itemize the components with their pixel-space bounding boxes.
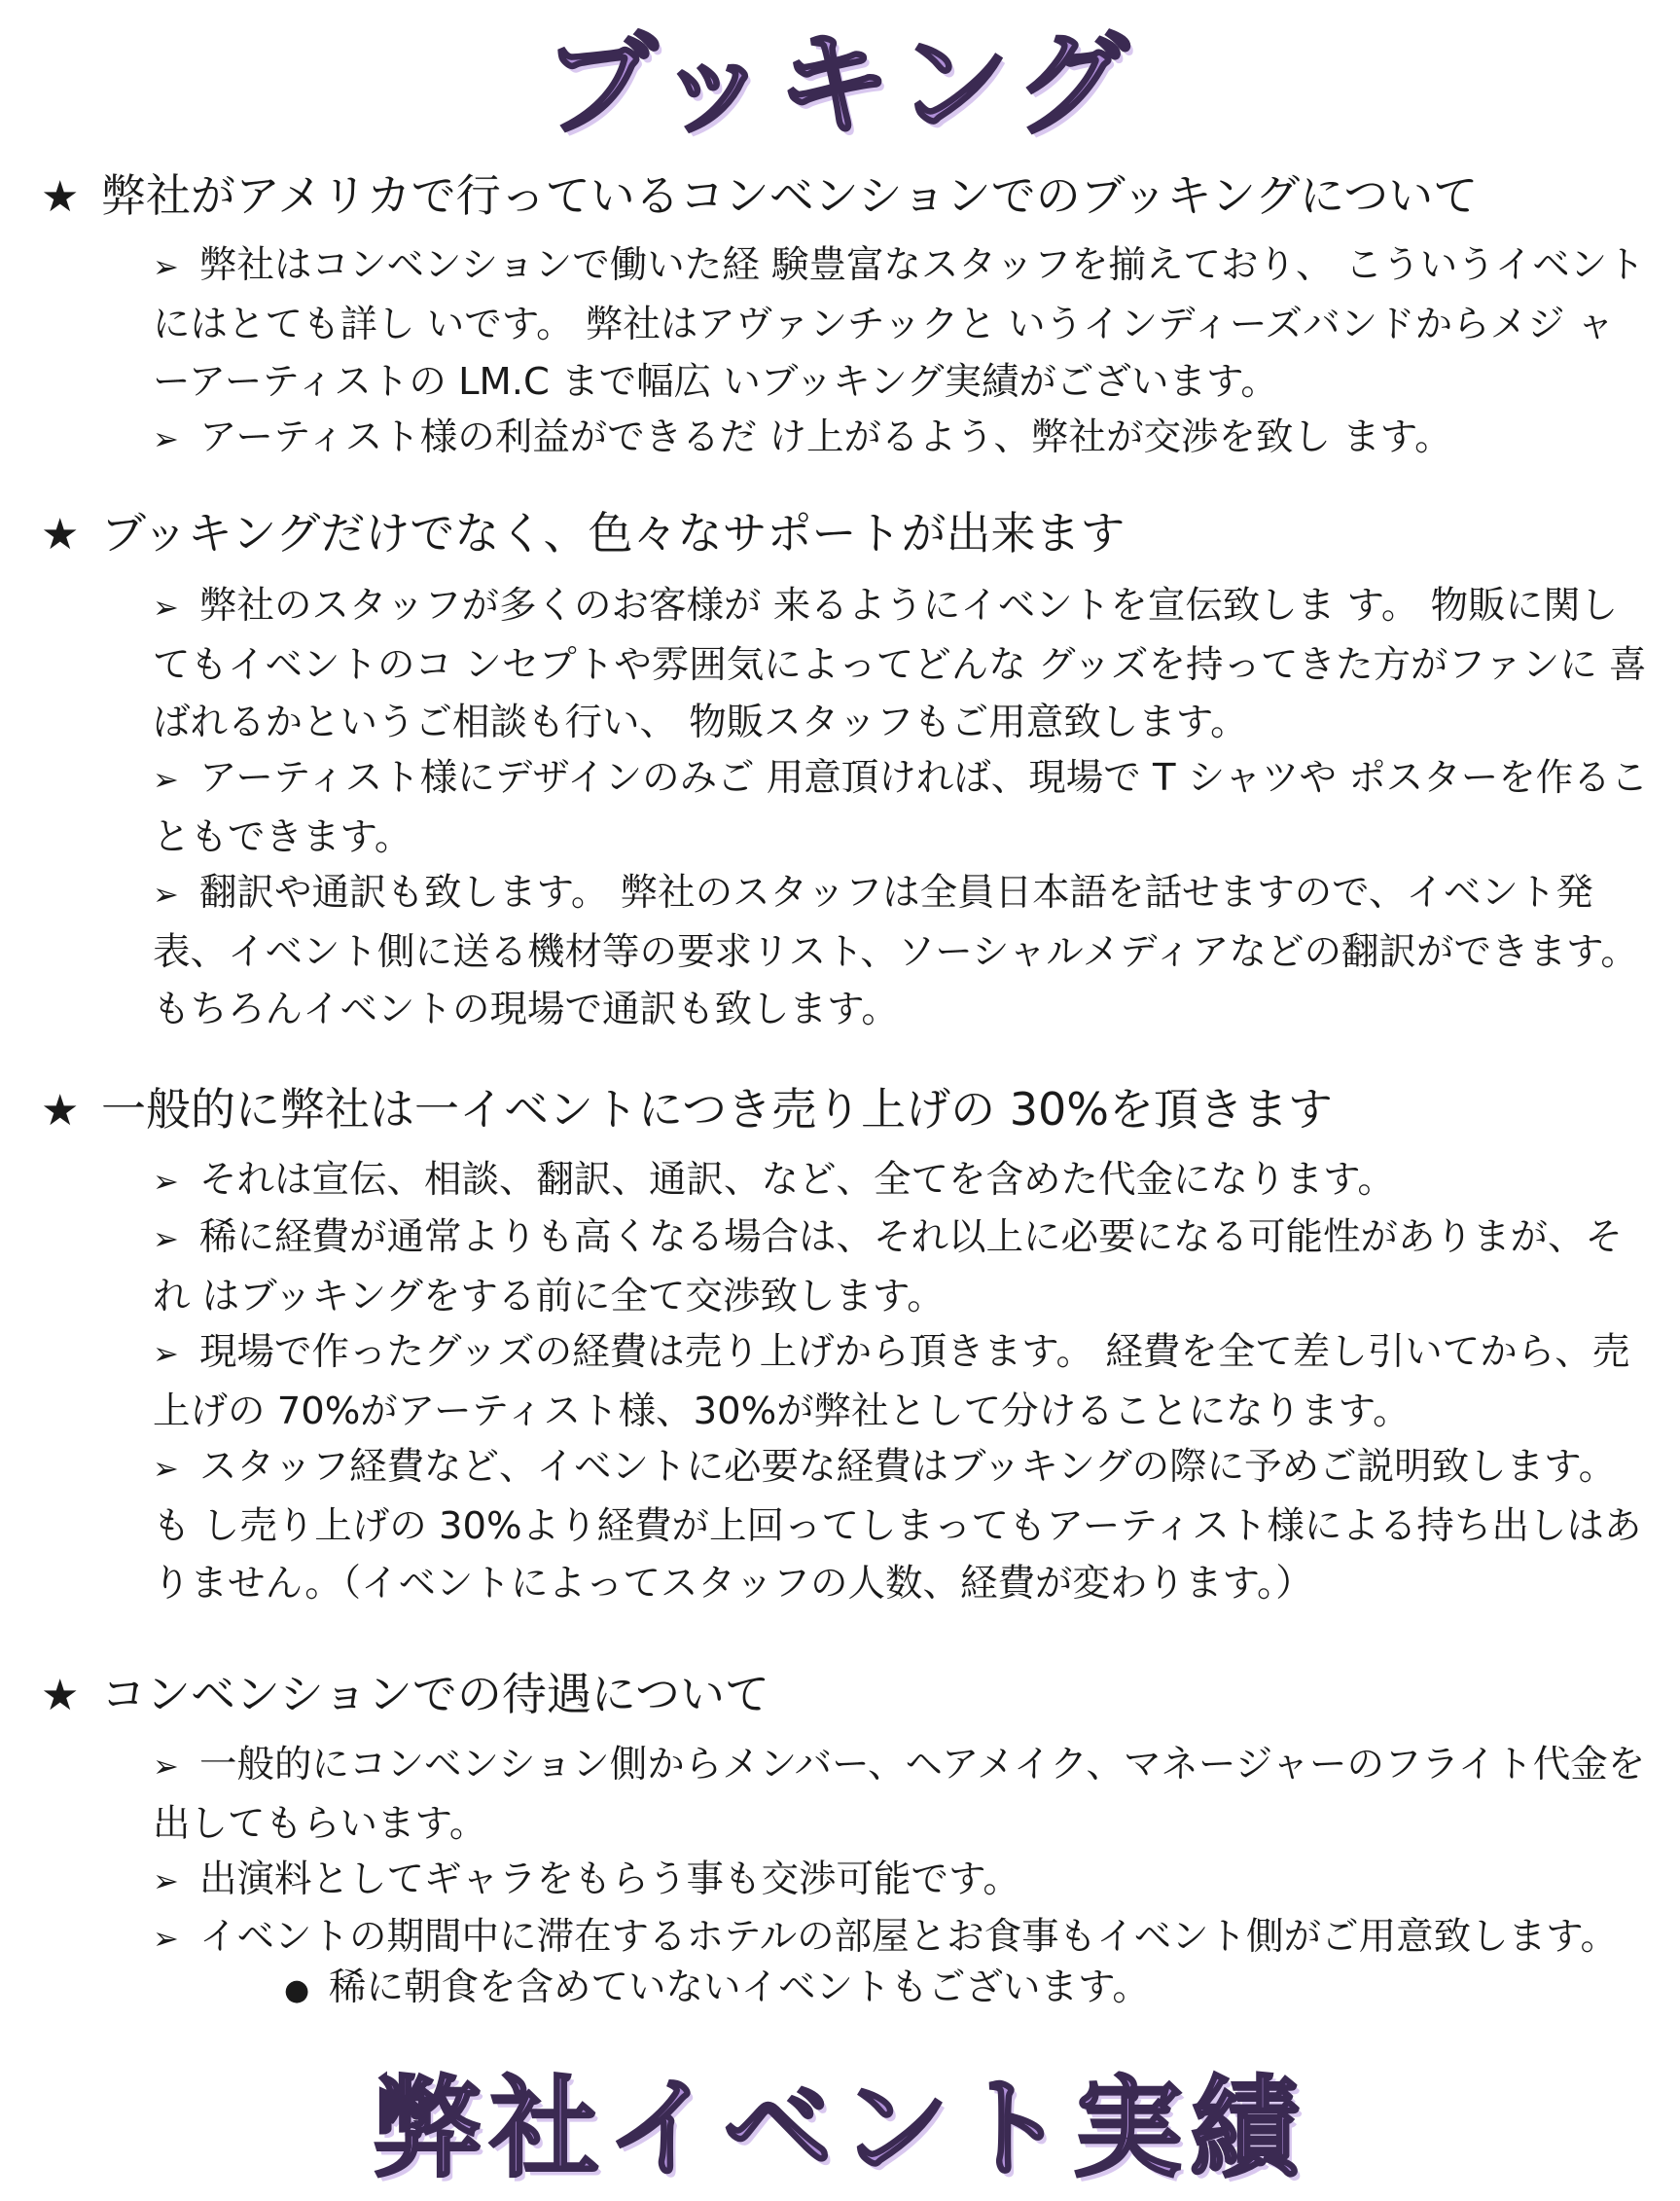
list-item — [153, 1151, 1651, 1210]
arrow-icon: ➢ — [153, 761, 179, 798]
item-text: 現場で作ったグッズの経費は売り上げから頂きます。 経費を全て差し引いてから、売 上げの 70%がアーティスト様、30%が弊社として分けることになります。 — [153, 1330, 1630, 1433]
heading-text: 弊社がアメリカで行っているコンベンションでのブッキングについて — [101, 169, 1479, 222]
arrow-icon: ➢ — [153, 420, 179, 457]
heading-text: コンベンションでの待遇について — [101, 1668, 770, 1720]
star-icon: ★ — [41, 172, 80, 222]
item-text: イベントの期間中に滞在するホテルの部屋とお食事もイベント側がご用意致します。 — [199, 1915, 1618, 1959]
arrow-icon: ➢ — [153, 1862, 179, 1899]
star-icon: ★ — [41, 1086, 80, 1136]
page-title: ブッキング — [544, 19, 1136, 151]
section-heading-support — [41, 507, 1126, 559]
item-text: 一般的にコンベンション側からメンバー、ヘアメイク、マネージャーのフライト代金を 出してもらいます。 — [153, 1743, 1646, 1846]
item-text: 弊社のスタッフが多くのお客様が 来るようにイベントを宣伝致しま す。 物販に関してもイベントのコ ンセプトや雰囲気によってどんな グッズを持ってきた方がファンに 喜ばれるかというご相談も行い、 物販スタッフもご用意致します。 — [153, 584, 1647, 744]
item-text: アーティスト様にデザインのみご 用意頂ければ、現場で T シャツや ポスターを作ることもできます。 — [153, 756, 1649, 859]
list-item — [153, 864, 1651, 1038]
item-text: 翻訳や通訳も致します。 弊社のスタッフは全員日本語を話せますので、イベント発表、イベント側に送る機材等の要求リスト、ソーシャルメディアなどの翻訳ができます。 もちろんイベントの現場で通訳も致します。 — [153, 871, 1638, 1031]
list-item — [153, 1323, 1651, 1440]
list-item — [153, 409, 1651, 468]
arrow-icon: ➢ — [153, 876, 179, 913]
arrow-icon: ➢ — [153, 1920, 179, 1957]
list-item — [153, 1736, 1651, 1853]
sub-item-text: 稀に朝食を含めていないイベントもございます。 — [329, 1966, 1150, 2009]
arrow-icon: ➢ — [153, 1335, 179, 1372]
arrow-icon: ➢ — [153, 1450, 179, 1487]
sub-list-item — [284, 1959, 1150, 2019]
item-text: それは宣伝、相談、翻訳、通訳、など、全てを含めた代金になります。 — [199, 1158, 1395, 1202]
star-icon: ★ — [41, 1671, 80, 1720]
item-text: 稀に経費が通常よりも高くなる場合は、それ以上に必要になる可能性がありまが、それ はブッキングをする前に全て交渉致します。 — [153, 1215, 1624, 1318]
list-item — [153, 236, 1651, 411]
section-title-event-record: 弊社イベント実績 — [373, 2066, 1307, 2192]
section-heading-booking-usa — [41, 169, 1479, 222]
heading-text: ブッキングだけでなく、色々なサポートが出来ます — [101, 507, 1126, 559]
item-text: 弊社はコンベンションで働いた経 験豊富なスタッフを揃えており、 こういうイベントにはとても詳し いです。 弊社はアヴァンチックと いうインディーズバンドからメジ ャーアーティストの LM.C まで幅広 いブッキング実績がございます。 — [153, 243, 1645, 404]
arrow-icon: ➢ — [153, 1163, 179, 1200]
section-heading-treatment — [41, 1668, 770, 1720]
arrow-icon: ➢ — [153, 589, 179, 626]
item-text: スタッフ経費など、イベントに必要な経費はブッキングの際に予めご説明致します。も し売り上げの 30%より経費が上回ってしまってもアーティスト様による持ち出しはあ りません。（イベントによってスタッフの人数、経費が変わります。） — [153, 1445, 1642, 1606]
bullet-dot-icon: ● — [284, 1973, 310, 2007]
arrow-icon: ➢ — [153, 248, 179, 285]
heading-text: 一般的に弊社は一イベントにつき売り上げの 30%を頂きます — [101, 1083, 1333, 1136]
list-item — [153, 1209, 1651, 1325]
list-item — [153, 577, 1651, 751]
star-icon: ★ — [41, 510, 80, 559]
section-heading-fee — [41, 1083, 1333, 1136]
arrow-icon: ➢ — [153, 1220, 179, 1257]
item-text: 出演料としてギャラをもらう事も交渉可能です。 — [199, 1858, 1020, 1901]
list-item — [153, 1438, 1651, 1612]
arrow-icon: ➢ — [153, 1748, 179, 1785]
item-text: アーティスト様の利益ができるだ け上がるよう、弊社が交渉を致し ます。 — [199, 415, 1452, 459]
list-item — [153, 749, 1651, 866]
list-item — [153, 1851, 1651, 1910]
